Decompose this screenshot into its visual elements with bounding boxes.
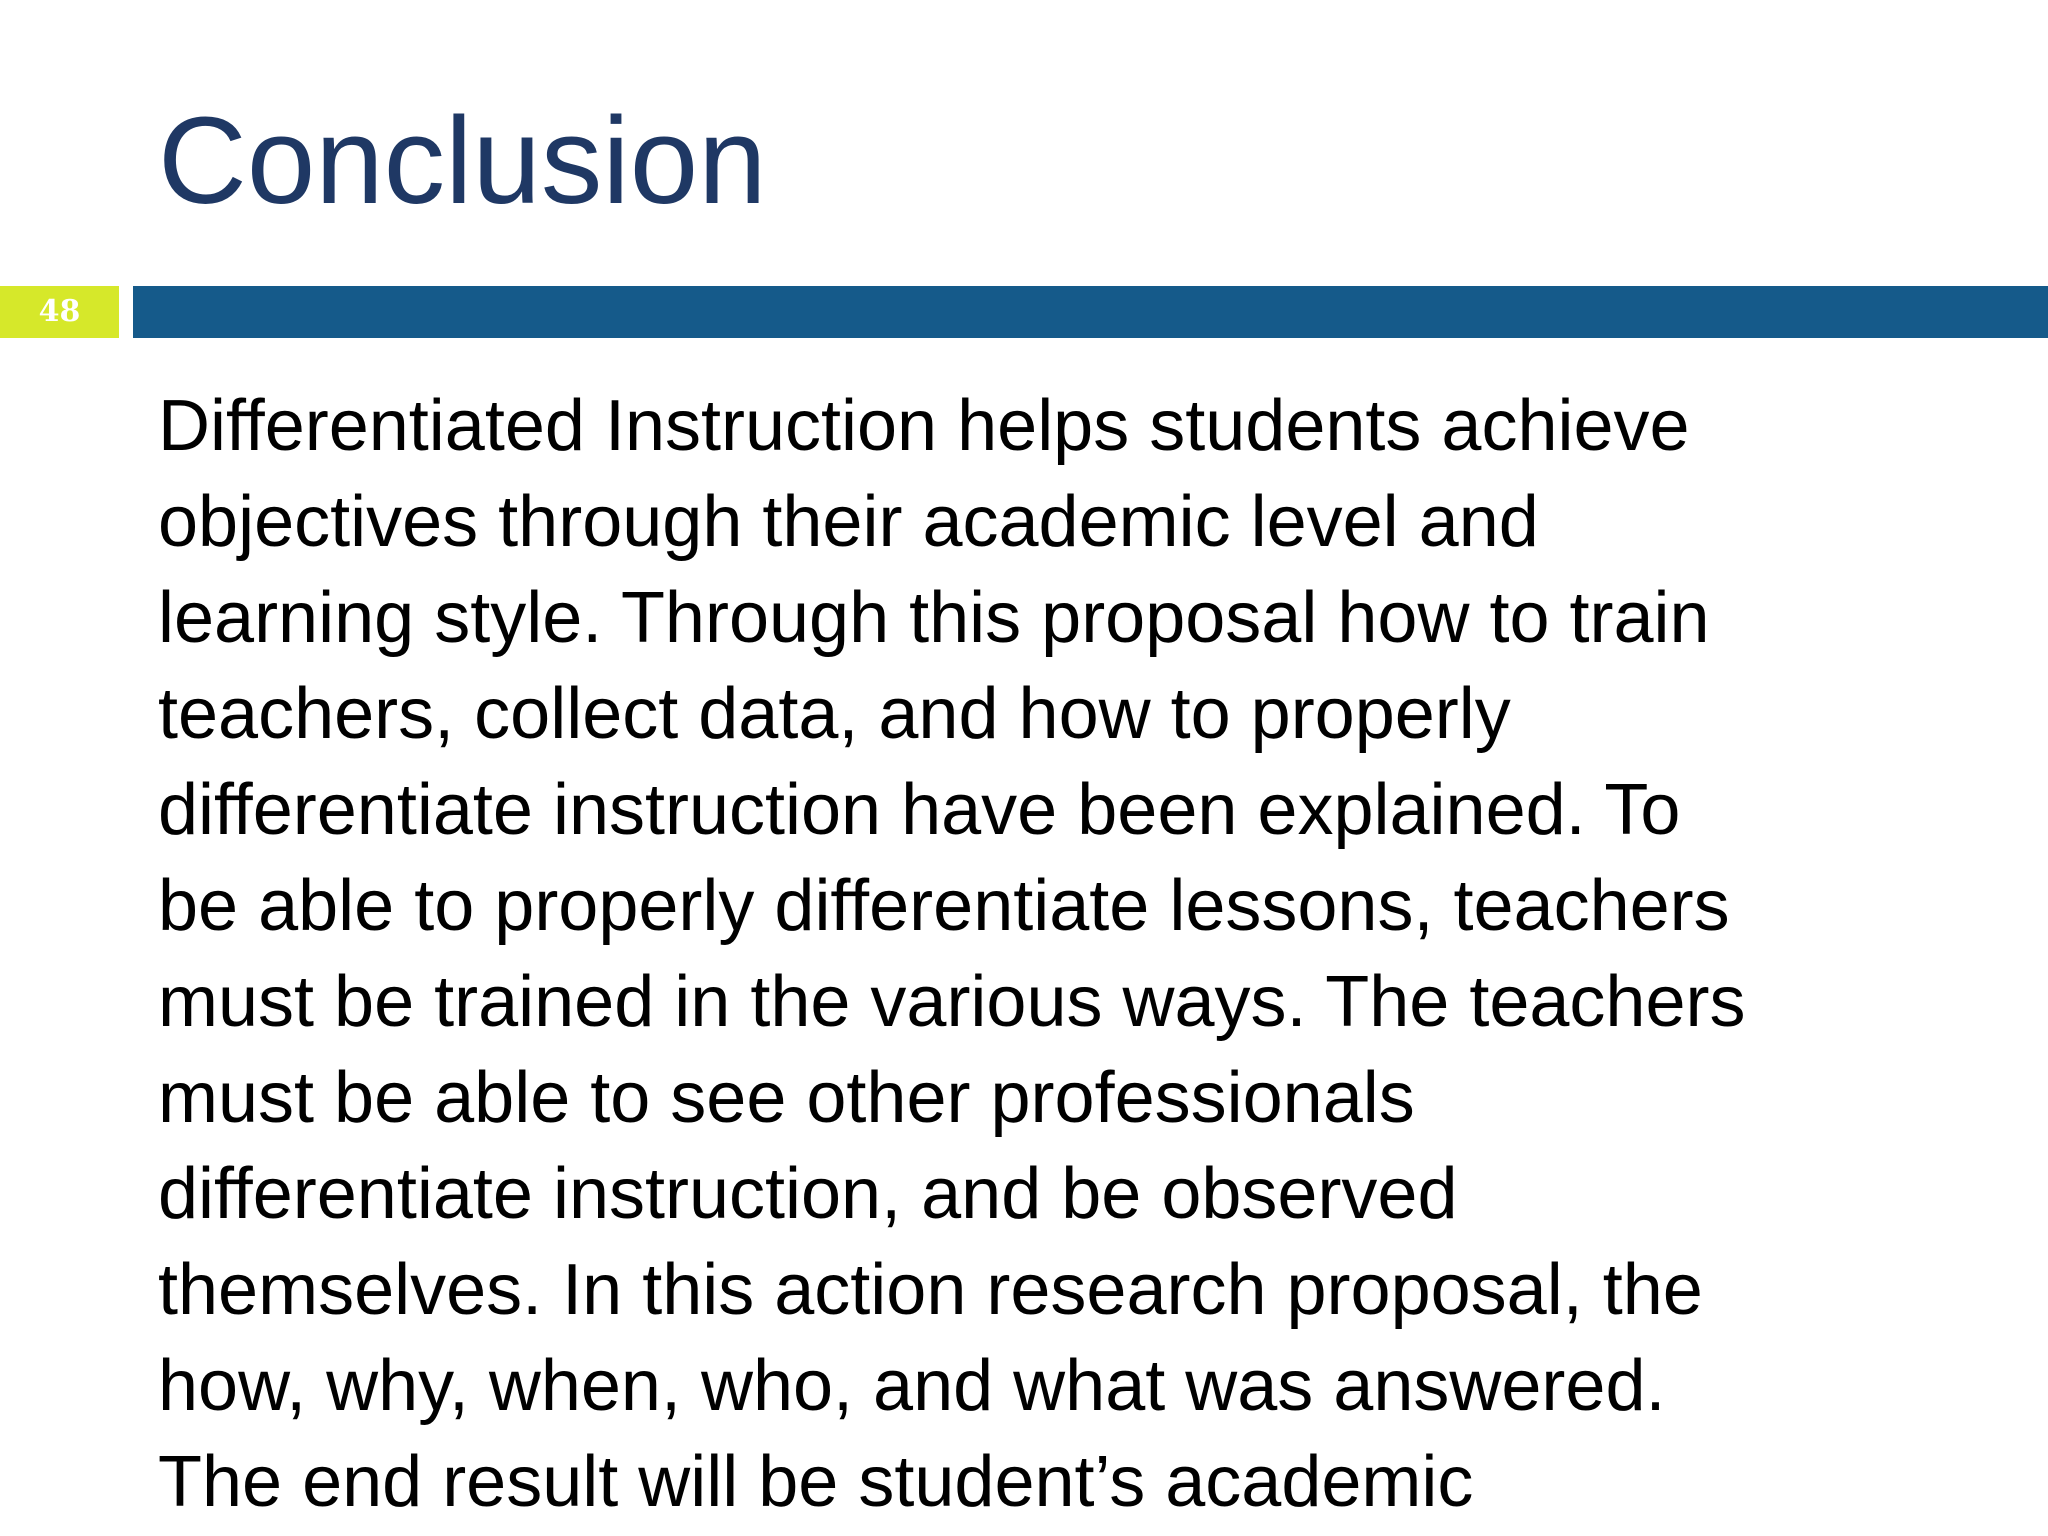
body-line: learning style. Through this proposal how to train <box>158 578 1710 658</box>
title-divider-bar <box>133 286 2048 338</box>
body-line: must be trained in the various ways. The teachers <box>158 962 1746 1042</box>
body-line: differentiate instruction, and be observed <box>158 1154 1458 1234</box>
body-line: Differentiated Instruction helps students achieve <box>158 386 1690 466</box>
body-line: must be able to see other professionals <box>158 1058 1415 1138</box>
body-line: The end result will be student’s academic <box>158 1442 1474 1522</box>
body-line: teachers, collect data, and how to properly <box>158 674 1511 754</box>
page-number-badge <box>0 286 119 338</box>
page-number: 48 <box>38 294 81 329</box>
body-line: how, why, when, who, and what was answered. <box>158 1346 1666 1426</box>
body-line: be able to properly differentiate lessons, teachers <box>158 866 1730 946</box>
body-line: objectives through their academic level and <box>158 482 1539 562</box>
body-line: differentiate instruction have been explained. To <box>158 770 1681 850</box>
slide-title: Conclusion <box>158 93 767 230</box>
slide-body-text <box>158 378 2018 1530</box>
body-line: themselves. In this action research proposal, the <box>158 1250 1703 1330</box>
